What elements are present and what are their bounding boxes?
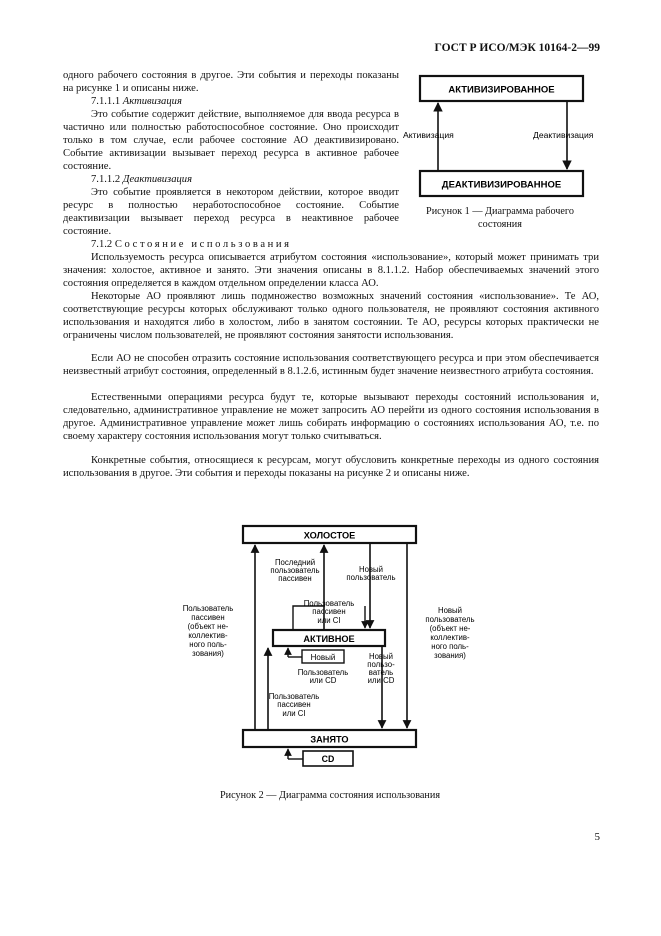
caption-line: Рисунок 1 — Диаграмма рабочего	[426, 206, 574, 217]
subsection-heading-activation	[63, 96, 399, 109]
deactivation-paragraph: Это событие проявляется в некотором действии, которое вводит ресурс в полностью неработоспособное состояние. Событие деактивизации вызывает переход ресурса в неактивное рабочее состояние.	[63, 187, 399, 237]
label-right-outer-1: Новый	[437, 606, 463, 615]
loop-label-active-top-3: или CI	[317, 616, 341, 625]
label-user-passive-ci-1: Пользователь	[268, 692, 320, 701]
state-label-activated: АКТИВИЗИРОВАННОЕ	[448, 84, 555, 96]
subsection-heading-deactivation	[63, 174, 399, 187]
label-user-passive-ci-2: пассивен	[277, 700, 311, 709]
figure-2-caption: Рисунок 2 — Диаграмма состояния использования	[219, 790, 440, 801]
label-left-outer-4: коллектив-	[188, 631, 228, 640]
label-last-user-1: Последний	[274, 558, 316, 567]
label-new-user-or-cd-1: Новый	[368, 652, 394, 661]
figure-2-diagram	[170, 518, 490, 780]
label-right-outer-6: зования)	[434, 651, 466, 660]
loop-label-active-new: Новый	[310, 653, 336, 662]
label-left-outer-3: (объект не-	[187, 622, 229, 631]
subsection-title: Активизация	[122, 96, 182, 107]
label-user-or-cd-2: или CD	[309, 676, 337, 685]
label-right-outer-2: пользователь	[425, 615, 475, 624]
label-new-user-or-cd-3: ватель	[368, 668, 394, 677]
label-right-outer-3: (объект не-	[429, 624, 471, 633]
label-left-outer-2: пассивен	[191, 613, 225, 622]
label-right-outer-5: ного поль-	[431, 642, 469, 651]
label-new-user-or-cd-2: пользо-	[367, 660, 395, 669]
activation-paragraph: Это событие содержит действие, выполняемое для ввода ресурса в частично или полностью работоспособное состояние. Оно происходит только в том случае, если рабочее состояние АО деактивизировано. Событие активизации вызывает переход ресурса в активное рабочее состояние.	[63, 109, 399, 172]
paragraph-5: Конкретные события, относящиеся к ресурсам, могут обусловить конкретные переходы из одного состояния использования в другое. Эти события и переходы показаны на рисунке 2 и описаны ниже.	[63, 455, 599, 479]
state-label-active: АКТИВНОЕ	[303, 634, 355, 644]
paragraph-2: Некоторые АО проявляют лишь подмножество возможных значений состояния «использование». Те АО, соответствующие ресурсы которых обслуживают только одного пользователя, не проявляют состояния активного использования и находятся либо в холостом, либо в занятом состоянии. Те АО, ресурсы которых практически не ограничены числом пользователей, не проявляют состояния занятости использования.	[63, 291, 599, 341]
state-label-idle: ХОЛОСТОЕ	[303, 530, 356, 541]
label-new-user-top-1: Новый	[358, 565, 384, 574]
subsection-title: Деактивизация	[122, 174, 193, 185]
label-new-user-top-2: пользователь	[346, 573, 396, 582]
standard-header: ГОСТ Р ИСО/МЭК 10164-2—99	[434, 42, 600, 54]
section-number: 7.1.2	[91, 239, 113, 250]
continued-paragraph: одного рабочего состояния в другое. Эти события и переходы показаны на рисунке 1 и описаны ниже.	[63, 70, 399, 94]
label-user-or-cd-1: Пользователь	[297, 668, 349, 677]
subsection-number: 7.1.1.1	[91, 96, 121, 107]
label-deactivation: Деактивизация	[533, 130, 594, 140]
section-title: Состояние использования	[114, 239, 292, 250]
state-label-deactivated: ДЕАКТИВИЗИРОВАННОЕ	[441, 179, 562, 191]
label-left-outer-5: ного поль-	[189, 640, 227, 649]
figure-1-caption	[405, 206, 595, 231]
label-last-user-3: пассивен	[278, 574, 312, 583]
figure-1-diagram	[400, 72, 610, 204]
section-heading-usage-state	[63, 239, 599, 252]
label-activation: Активизация	[403, 130, 454, 140]
paragraph-1: Используемость ресурса описывается атрибутом состояния «использование», который может принимать три значения: холостое, активное и занято. Эти значения описаны в 8.1.1.2. Набор обеспечиваемых значений этого состояния определяется в каждом отдельном определении класса АО.	[63, 252, 599, 289]
label-left-outer-1: Пользователь	[182, 604, 234, 613]
loop-label-active-top-2: пассивен	[312, 607, 346, 616]
page-number: 5	[594, 831, 600, 843]
paragraph-3: Если АО не способен отразить состояние использования соответствующего ресурса и при этом обеспечивается неизвестный атрибут состояния, определенный в 8.1.2.6, истинным будет значение неизвестного атрибута состояния.	[63, 353, 599, 377]
subsection-number: 7.1.1.2	[91, 174, 121, 185]
caption-line: состояния	[478, 218, 522, 230]
label-last-user-2: пользователь	[270, 566, 320, 575]
paragraph-4: Естественными операциями ресурса будут те, которые вызывают переходы состояний использования и, следовательно, административное управление не может запросить АО перейти из одного состояния использования в другое. Административное управление может лишь собирать информацию о состояниях использования АО, т.е. по своему характеру состояния использования могут только считываться.	[63, 392, 599, 442]
label-right-outer-4: коллектив-	[430, 633, 470, 642]
label-user-passive-ci-3: или CI	[282, 709, 306, 718]
loop-label-active-top-1: Пользователь	[303, 599, 355, 608]
state-label-busy: ЗАНЯТО	[310, 734, 349, 745]
label-left-outer-6: зования)	[192, 649, 224, 658]
label-new-user-or-cd-4: или CD	[367, 676, 395, 685]
loop-label-cd: CD	[321, 754, 335, 764]
